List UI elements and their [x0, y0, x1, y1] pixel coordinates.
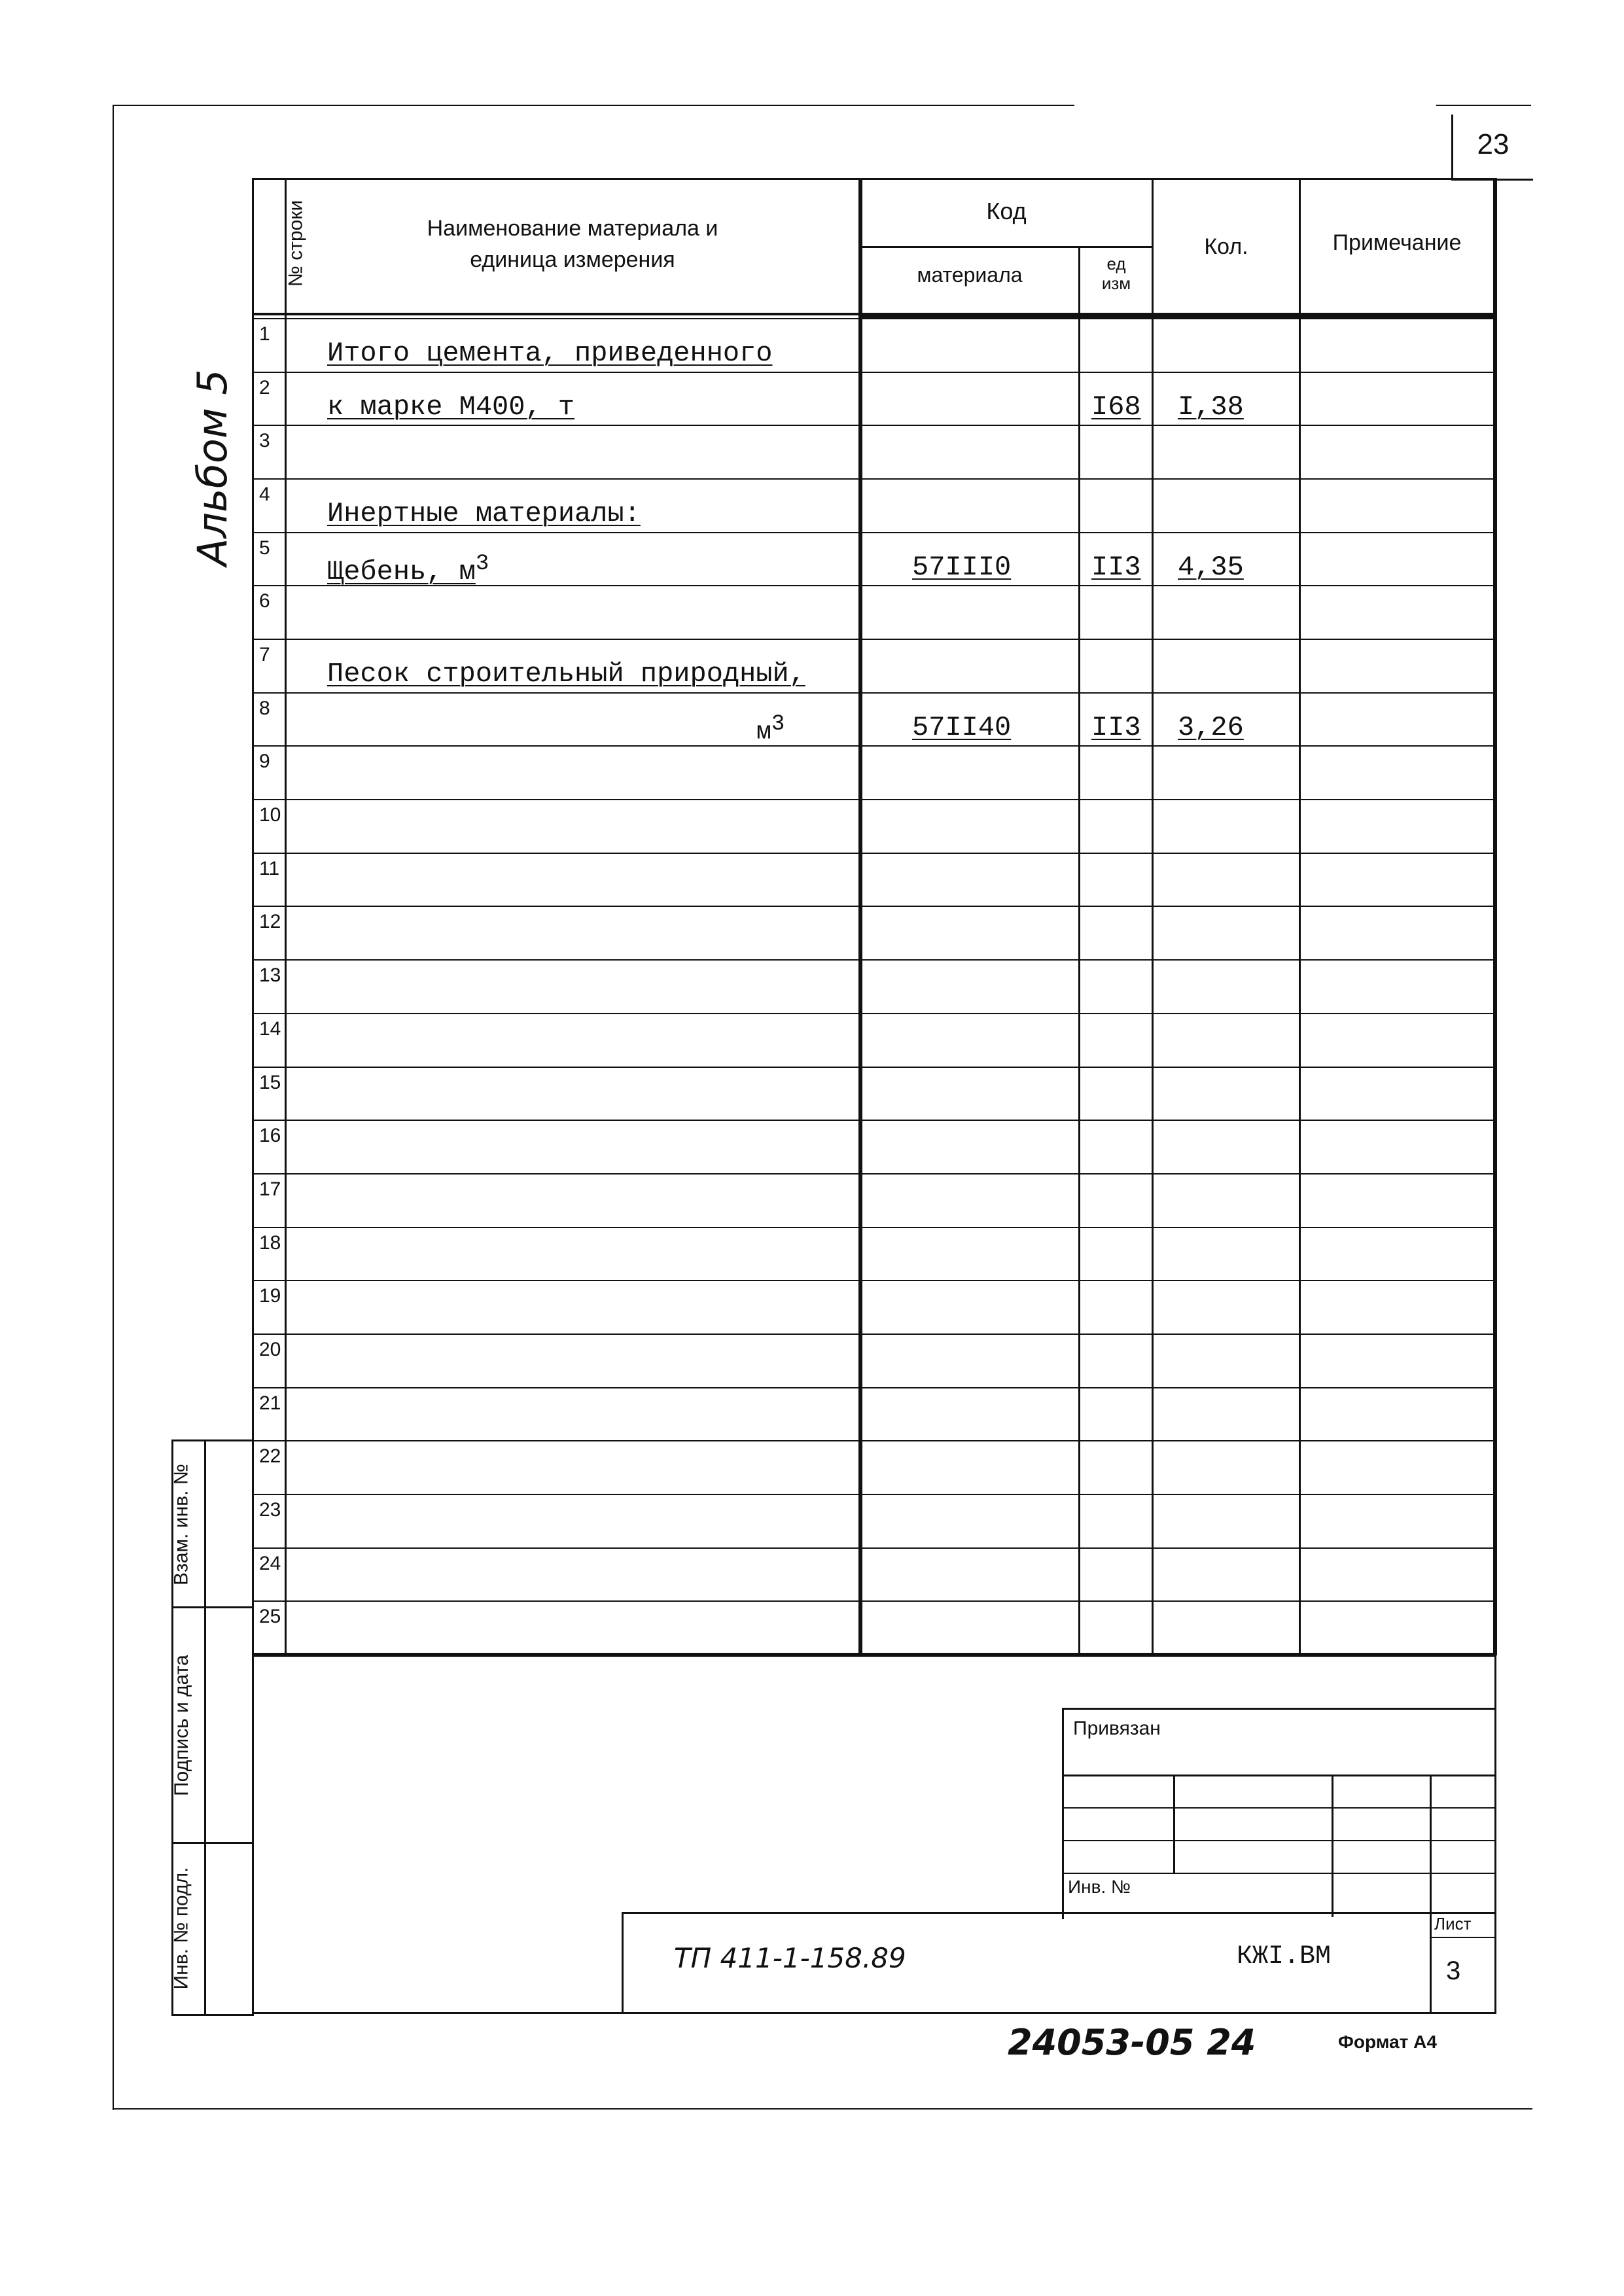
header-unit-line1: ед — [1106, 254, 1126, 274]
header-name-line2: единица измерения — [470, 247, 675, 272]
designation-left — [622, 1912, 624, 2014]
sheet-label: Лист — [1434, 1914, 1472, 1934]
row-number: 11 — [259, 858, 280, 879]
row-number: 14 — [259, 1018, 281, 1040]
row-number: 24 — [259, 1553, 281, 1574]
code-subheader-line — [860, 246, 1153, 248]
row-8-qty: 3,26 — [1178, 712, 1244, 743]
sheet-divider — [1430, 1912, 1432, 2014]
row-2-name: к марке М400, т — [327, 391, 575, 423]
row-line — [252, 799, 1496, 800]
header-code-material: материала — [917, 263, 1023, 287]
row-line — [252, 745, 1496, 747]
inv-no-label: Инв. № — [1068, 1877, 1131, 1897]
album-label: Альбом 5 — [188, 369, 236, 566]
row-8-code: 57II40 — [912, 712, 1012, 743]
row-line — [252, 853, 1496, 854]
rownum-column-divider — [285, 178, 287, 1655]
sheet-number: 3 — [1446, 1956, 1461, 1985]
header-top-line — [252, 178, 1496, 180]
row-number: 13 — [259, 964, 281, 986]
row-line — [252, 1387, 1496, 1388]
row-number: 2 — [259, 377, 270, 398]
left-frame-line — [113, 105, 114, 2110]
qty-column-divider — [1299, 178, 1301, 1655]
row-5-name-sup: 3 — [475, 552, 489, 576]
row-line — [252, 906, 1496, 907]
row-line — [252, 1013, 1496, 1014]
row-line — [252, 532, 1496, 533]
row-number: 12 — [259, 911, 281, 932]
row-number: 4 — [259, 484, 270, 505]
header-note: Примечание — [1332, 230, 1462, 255]
row-1-name: Итого цемента, приведенного — [327, 338, 773, 369]
row-8-unit: II3 — [1091, 712, 1141, 743]
row-line — [252, 318, 1496, 319]
top-frame-line-right — [1436, 105, 1531, 106]
row-number: 9 — [259, 751, 270, 772]
row-line — [252, 478, 1496, 480]
row-line — [252, 1600, 1496, 1602]
row-number: 10 — [259, 804, 281, 826]
side-inv-podl: Инв. № подл. — [170, 1867, 192, 1990]
sheet-label-line — [1430, 1937, 1495, 1938]
row-number: 15 — [259, 1072, 281, 1093]
row-line — [252, 1654, 1496, 1655]
unit-column-divider — [1152, 178, 1154, 1655]
row-line — [252, 959, 1496, 961]
footer-format: Формат А4 — [1338, 2032, 1437, 2052]
privyazan-vline3 — [1430, 1775, 1432, 1917]
row-number: 8 — [259, 698, 270, 719]
row-number: 5 — [259, 537, 270, 559]
row-line — [252, 1494, 1496, 1495]
privyazan-vline2 — [1332, 1775, 1333, 1917]
header-row-number: № строки — [285, 200, 307, 287]
header-code: Код — [986, 198, 1027, 224]
row-line — [252, 1067, 1496, 1068]
row-number: 23 — [259, 1499, 281, 1521]
row-line — [252, 1333, 1496, 1335]
row-line — [252, 639, 1496, 640]
top-frame-line — [113, 105, 1074, 106]
row-number: 6 — [259, 590, 270, 612]
row-number: 21 — [259, 1392, 281, 1414]
header-name-line1: Наименование материала и — [427, 216, 718, 241]
row-number: 17 — [259, 1178, 281, 1200]
designation-top — [622, 1912, 1496, 1914]
row-number: 18 — [259, 1232, 281, 1254]
privyazan-vline1 — [1173, 1775, 1175, 1873]
header-unit-line2: изм — [1101, 274, 1131, 293]
row-7-name: Песок строительный природный, — [327, 658, 805, 690]
row-5-qty: 4,35 — [1178, 552, 1244, 583]
row-8-name-cell — [756, 712, 785, 747]
row-number: 7 — [259, 644, 270, 665]
row-line — [252, 372, 1496, 373]
row-number: 16 — [259, 1125, 281, 1146]
row-8-name-sup: 3 — [771, 712, 785, 737]
lower-left-border — [252, 1655, 254, 2014]
row-number: 20 — [259, 1339, 281, 1360]
page-number: 23 — [1477, 128, 1509, 160]
bottom-frame-line — [113, 2108, 1532, 2110]
side-podpis-data: Подпись и дата — [171, 1655, 192, 1796]
row-line — [252, 1547, 1496, 1549]
row-line — [252, 1440, 1496, 1441]
bottom-border — [252, 2012, 1496, 2014]
row-number: 25 — [259, 1606, 281, 1627]
row-8-name: м — [756, 718, 771, 747]
row-5-code: 57III0 — [912, 552, 1012, 583]
row-number: 22 — [259, 1445, 281, 1467]
table-right-border — [1493, 178, 1497, 1655]
side-vzam-inv: Взам. инв. № — [170, 1464, 192, 1585]
code-column-divider — [1078, 246, 1080, 1655]
row-5-unit: II3 — [1091, 552, 1141, 583]
row-number: 19 — [259, 1285, 281, 1307]
row-4-name: Инертные материалы: — [327, 498, 641, 529]
footer-stamp: 24053-05 24 — [1008, 2022, 1256, 2063]
row-line — [252, 692, 1496, 694]
side-stamp-sep2 — [171, 1842, 252, 1844]
privyazan-label: Привязан — [1073, 1718, 1161, 1739]
row-number: 3 — [259, 430, 270, 451]
row-2-qty: I,38 — [1178, 391, 1244, 423]
row-5-name: Щебень, м — [327, 556, 476, 588]
row-line — [252, 1120, 1496, 1121]
header-qty: Кол. — [1204, 234, 1248, 259]
name-column-divider — [858, 178, 862, 1655]
row-line — [252, 425, 1496, 426]
row-5-name-cell — [327, 552, 489, 588]
row-line — [252, 1227, 1496, 1228]
row-line — [252, 1280, 1496, 1281]
side-stamp-divider — [204, 1439, 206, 2014]
row-2-unit: I68 — [1091, 391, 1141, 423]
designation: ТП 411-1-158.89 — [674, 1942, 906, 1974]
row-number: 1 — [259, 323, 270, 345]
row-line — [252, 1173, 1496, 1174]
doc-code: КЖI.ВМ — [1237, 1942, 1332, 1971]
